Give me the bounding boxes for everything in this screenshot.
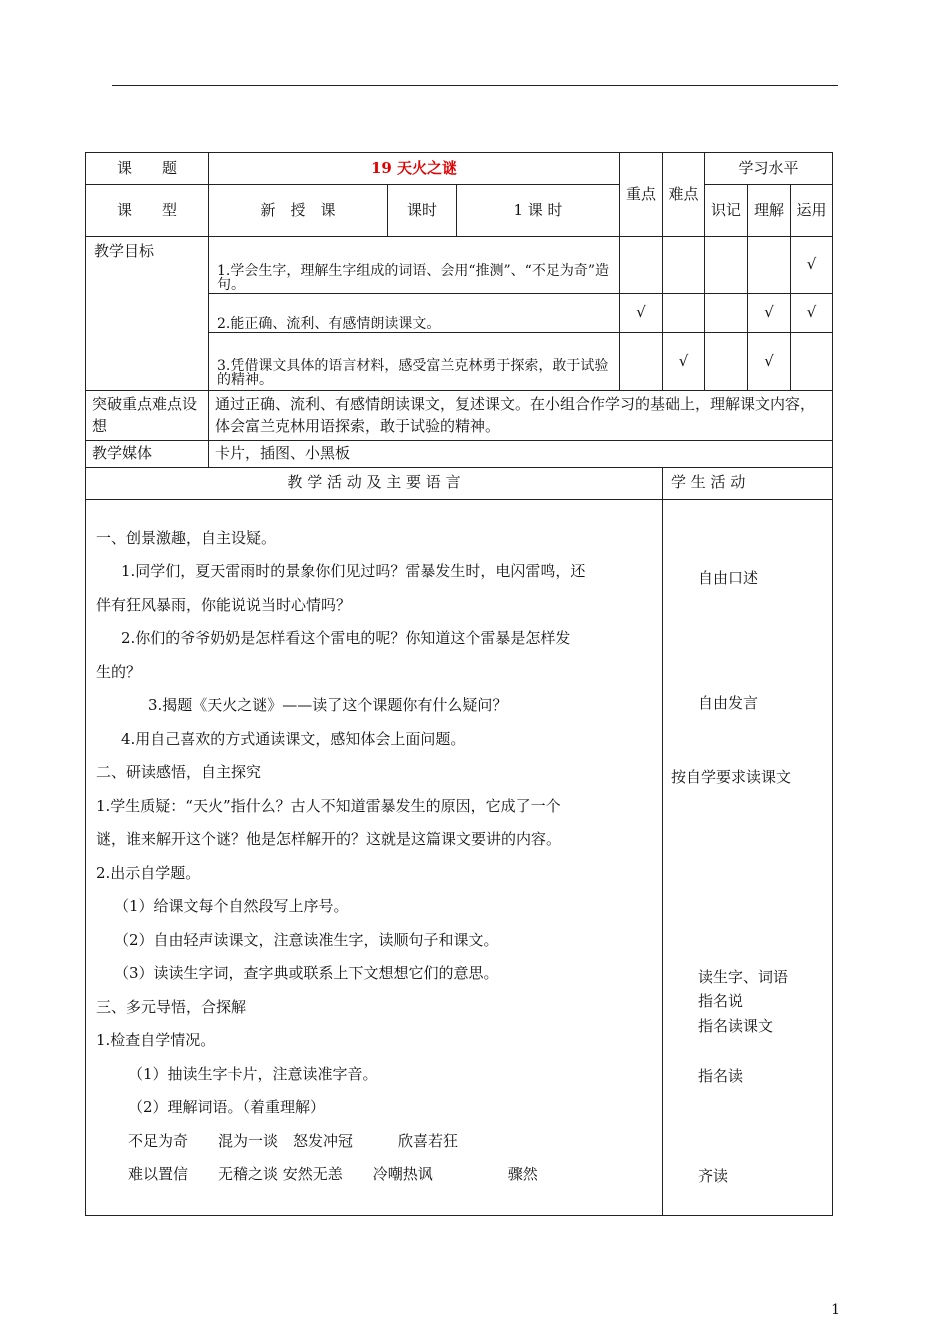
lesson-line: 伴有狂风暴雨，你能说说当时心情吗？ — [96, 595, 352, 614]
lesson-line: 2.你们的爷爷奶奶是怎样看这个雷电的呢？你知道这个雷暴是怎样发 — [121, 629, 571, 648]
lesson-line: （2）自由轻声读课文，注意读准生字，读顺句子和课文。 — [114, 930, 499, 949]
student-activity: 指名说 — [698, 991, 744, 1010]
type-label: 课 型 — [86, 185, 209, 237]
goal-2-mark: √ — [748, 294, 791, 333]
period-value: 1 课 时 — [457, 185, 620, 237]
lesson-line: （2）理解词语。（着重理解） — [128, 1098, 326, 1117]
goal-1-mark — [748, 237, 791, 294]
header-rule — [112, 85, 838, 86]
page-number: 1 — [831, 1302, 840, 1318]
lesson-line: （1）给课文每个自然段写上序号。 — [114, 897, 349, 916]
key-point-header: 重点 — [620, 153, 663, 237]
lesson-line: 2.出示自学题。 — [96, 863, 201, 882]
goal-3-mark: √ — [663, 333, 705, 391]
goal-2-mark — [705, 294, 748, 333]
vocab-line: 不足为奇 混为一谈 怒发冲冠 欣喜若狂 — [128, 1131, 459, 1150]
goal-2-mark: √ — [620, 294, 663, 333]
breakthrough-label: 突破重点难点设想 — [86, 391, 209, 441]
lesson-line: （3）读读生字词，查字典或联系上下文想想它们的意思。 — [114, 964, 499, 983]
lesson-line: 1.学生质疑：“天火”指什么？古人不知道雷暴发生的原因，它成了一个 — [96, 796, 561, 815]
lesson-line: 1.同学们，夏天雷雨时的景象你们见过吗？雷暴发生时，电闪雷鸣，还 — [121, 562, 586, 581]
lesson-line: 谜，谁来解开这个谜？他是怎样解开的？这就是这篇课文要讲的内容。 — [96, 830, 562, 849]
level-col-apply: 运用 — [791, 185, 833, 237]
goal-1-text: 1.学会生字，理解生字组成的词语、会用“推测”、“不足为奇”造句。 — [209, 237, 620, 294]
lesson-plan-table — [85, 152, 833, 1216]
difficulty-header: 难点 — [663, 153, 705, 237]
student-header: 学 生 活 动 — [663, 467, 833, 499]
activity-header: 教 学 活 动 及 主 要 语 言 — [86, 467, 663, 499]
topic-label: 课 题 — [86, 153, 209, 185]
student-activity: 指名读 — [698, 1066, 744, 1085]
goal-1-mark — [663, 237, 705, 294]
level-col-memorize: 识记 — [705, 185, 748, 237]
goal-3-text: 3.凭借课文具体的语言材料，感受富兰克林勇于探索，敢于试验的精神。 — [209, 333, 620, 391]
student-activities — [663, 499, 833, 1215]
lesson-line: 4.用自己喜欢的方式通读课文，感知体会上面问题。 — [121, 729, 466, 748]
level-col-understand: 理解 — [748, 185, 791, 237]
goal-3-mark — [791, 333, 833, 391]
learning-level-header: 学习水平 — [705, 153, 833, 185]
student-activity: 齐读 — [698, 1166, 729, 1185]
vocab-line: 难以置信 无稽之谈 安然无恙 冷嘲热讽 骤然 — [128, 1165, 538, 1184]
lesson-line: 二、研读感悟，自主探究 — [96, 763, 262, 782]
goal-2-mark: √ — [791, 294, 833, 333]
type-value: 新 授 课 — [209, 185, 388, 237]
breakthrough-text: 通过正确、流利、有感情朗读课文，复述课文。在小组合作学习的基础上，理解课文内容，体会富兰克林用语探索，敢于试验的精神。 — [209, 391, 833, 441]
goal-2-mark — [663, 294, 705, 333]
lesson-content — [86, 499, 663, 1215]
media-text: 卡片，插图、小黑板 — [209, 441, 833, 468]
goal-3-mark — [705, 333, 748, 391]
lesson-line: 3.揭题《天火之谜》——读了这个课题你有什么疑问？ — [148, 696, 508, 715]
media-label: 教学媒体 — [86, 441, 209, 468]
lesson-line: 一、创景激趣，自主设疑。 — [96, 528, 277, 547]
student-activity: 读生字、词语 — [698, 967, 789, 986]
period-label: 课时 — [388, 185, 457, 237]
goals-label: 教学目标 — [86, 237, 209, 391]
student-activity: 自由发言 — [698, 693, 759, 712]
student-activity: 自由口述 — [698, 568, 759, 587]
lesson-line: （1）抽读生字卡片，注意读准字音。 — [128, 1064, 378, 1083]
lesson-line: 1.检查自学情况。 — [96, 1031, 216, 1050]
lesson-title: 19 天火之谜 — [209, 153, 620, 185]
goal-3-mark: √ — [748, 333, 791, 391]
lesson-line: 三、多元导悟，合探解 — [96, 997, 247, 1016]
lesson-line: 生的？ — [96, 662, 142, 681]
student-activity: 按自学要求读课文 — [671, 767, 792, 786]
student-activity: 指名读课文 — [698, 1016, 774, 1035]
goal-1-mark — [705, 237, 748, 294]
goal-1-mark — [620, 237, 663, 294]
goal-1-mark: √ — [791, 237, 833, 294]
goal-2-text: 2.能正确、流利、有感情朗读课文。 — [209, 294, 620, 333]
goal-3-mark — [620, 333, 663, 391]
